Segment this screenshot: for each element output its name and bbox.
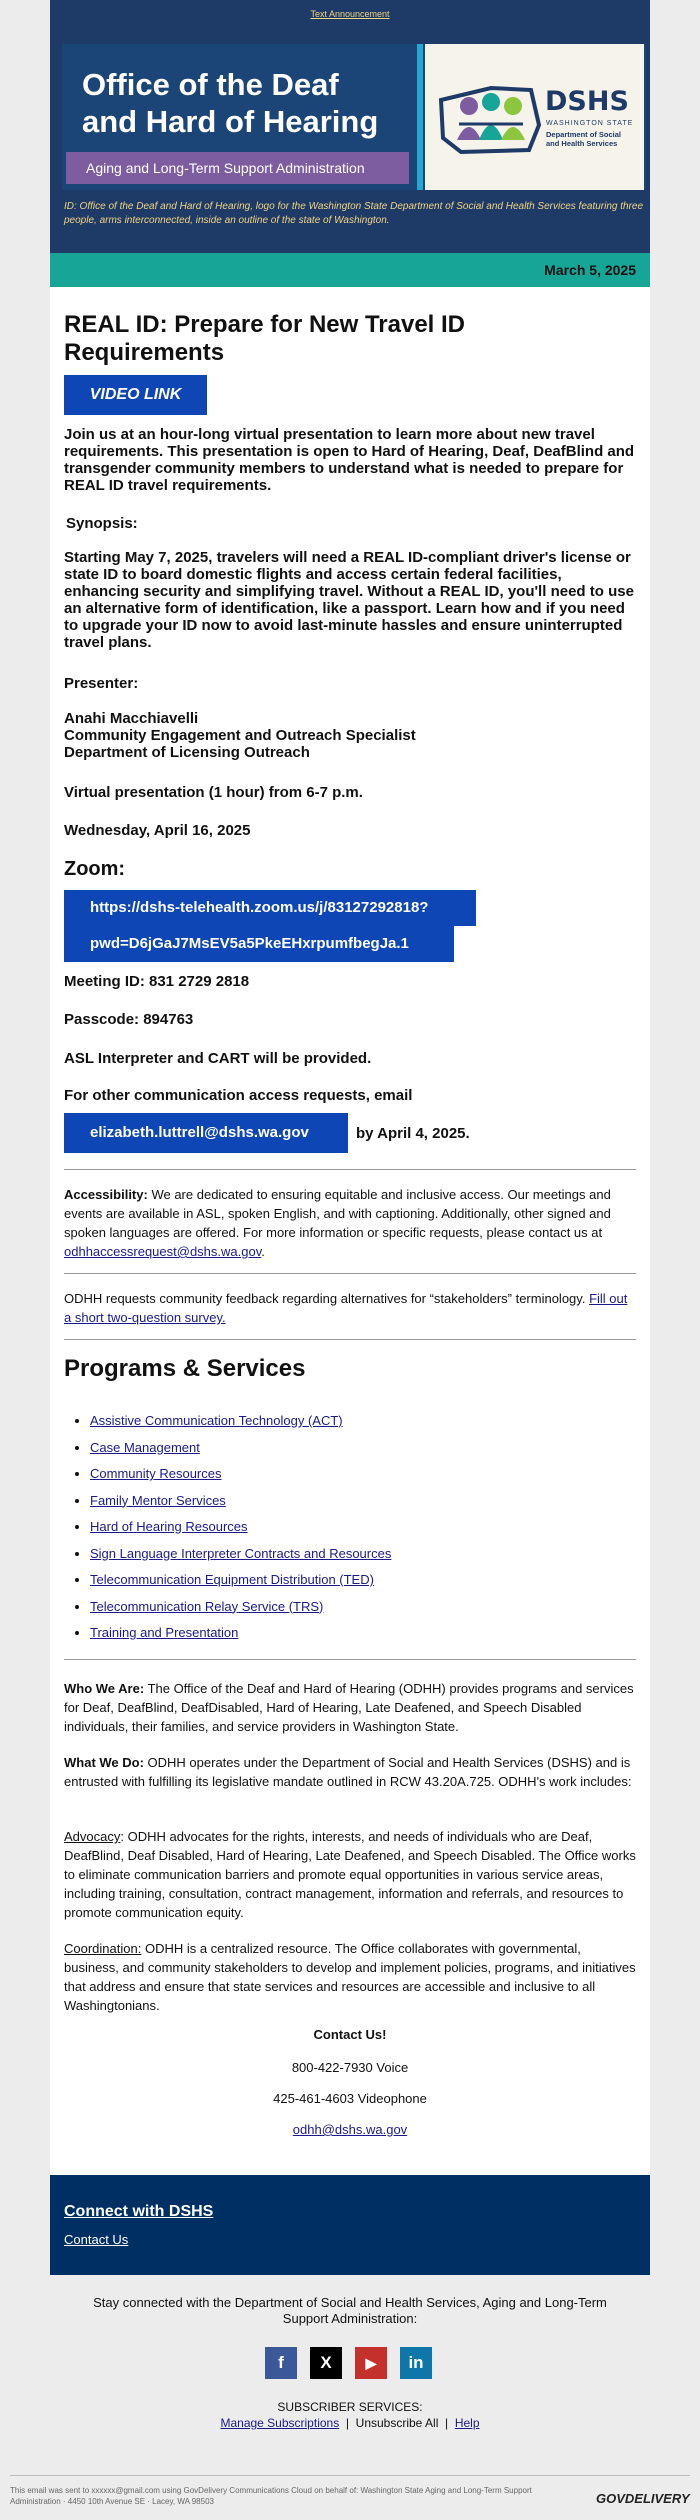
list-item xyxy=(90,1546,630,1573)
main-content xyxy=(50,287,650,2175)
stay-connected-text: Stay connected with the Department of Social and Health Services, Aging and Long-Term Support Administration: xyxy=(93,2295,607,2326)
passcode: Passcode: 894763 xyxy=(64,1011,194,1028)
program-link[interactable]: Telecommunication Equipment Distribution (TED) xyxy=(90,1572,374,1587)
request-deadline: by April 4, 2025. xyxy=(356,1125,470,1142)
contact-title: Contact Us! xyxy=(313,2027,387,2042)
presenter-info: Anahi Macchiavelli Community Engagement and Outreach Specialist Department of Licensing Outreach xyxy=(64,710,416,761)
list-item xyxy=(90,1440,630,1467)
list-item xyxy=(90,1519,630,1546)
video-link-button[interactable]: VIDEO LINK xyxy=(64,375,207,415)
article-title: REAL ID: Prepare for New Travel ID Requirements xyxy=(64,311,466,366)
synopsis-text: Starting May 7, 2025, travelers will need a REAL ID-compliant driver's license or state ID to board domestic flights and access certain federal facilities, enhancing security and simplifying travel. Without a REAL ID, you'll need to use an alternative form of identification, like a passport. Learn how and if you need to upgrade your ID now to avoid last-minute hassles and ensure uninterrupted travel plans. xyxy=(64,549,634,651)
program-link[interactable]: Hard of Hearing Resources xyxy=(90,1519,248,1534)
footer xyxy=(0,2275,700,2520)
who-we-are: Who We Are: The Office of the Deaf and Hard of Hearing (ODHH) provides programs and services for Deaf, DeafBlind, DeafDisabled, Hard of Hearing, Late Deafened, and Speech Disabled individuals, their families, and service providers in Washington State. xyxy=(64,1681,634,1734)
contact-videophone: 425-461-4603 Videophone xyxy=(273,2091,427,2106)
connect-link[interactable]: Connect with DSHS xyxy=(64,2203,214,2220)
interpreter-note: ASL Interpreter and CART will be provided. xyxy=(64,1050,372,1067)
contact-voice: 800-422-7930 Voice xyxy=(291,2060,409,2075)
manage-subscriptions-link[interactable]: Manage Subscriptions xyxy=(220,2416,340,2430)
program-link[interactable]: Sign Language Interpreter Contracts and Resources xyxy=(90,1545,392,1561)
youtube-icon[interactable]: ▶ xyxy=(355,2347,387,2379)
email-container xyxy=(50,0,650,2275)
zoom-label: Zoom: xyxy=(64,858,126,880)
feedback-note: ODHH requests community feedback regarding alternatives for “stakeholders” terminology. Fill out a short two-question survey. xyxy=(64,1291,628,1325)
programs-list xyxy=(90,1413,630,1652)
contact-email-link[interactable]: odhh@dshs.wa.gov xyxy=(292,2122,408,2137)
subscriber-services: SUBSCRIBER SERVICES: Manage Subscriptions | Unsubscribe All | Help xyxy=(220,2400,480,2430)
zoom-link-line1[interactable]: https://dshs-telehealth.zoom.us/j/83127292818? xyxy=(64,890,476,926)
unsubscribe-all[interactable]: Unsubscribe All xyxy=(355,2416,439,2430)
program-link[interactable]: Family Mentor Services xyxy=(90,1492,226,1508)
what-we-do: What We Do: ODHH operates under the Department of Social and Health Services (DSHS) and is entrusted with fulfilling its legislative mandate outlined in RCW 43.20A.725. ODHH's work includes: xyxy=(64,1755,632,1789)
list-item xyxy=(90,1466,630,1493)
issue-date: March 5, 2025 xyxy=(544,262,636,278)
presentation-time: Virtual presentation (1 hour) from 6-7 p.m. xyxy=(64,784,363,801)
access-email-link[interactable]: odhhaccessrequest@dshs.wa.gov xyxy=(64,1244,262,1259)
email-button[interactable]: elizabeth.luttrell@dshs.wa.gov xyxy=(64,1113,348,1153)
advocacy: Advocacy: ODHH advocates for the rights, interests, and needs of individuals who are Deaf, DeafBlind, Deaf Disabled, Hard of Hearing, Late Deafened, and Speech Disabled. The Office works to eliminate communication barriers and promote equal opportunities in various service areas, including training, consultation, contract management, information and referrals, and resources to promote communication equity. xyxy=(64,1829,636,1920)
x-icon[interactable]: X xyxy=(310,2347,342,2379)
accessibility-note: Accessibility: We are dedicated to ensuring equitable and inclusive access. Our meetings and events are available in ASL, spoken English, and with captioning. Additionally, other signed and spoken languages are offered. For more information or specific requests, please contact us at odhhaccessrequest@dshs.wa.gov. xyxy=(64,1187,611,1259)
list-item xyxy=(90,1599,630,1626)
divider xyxy=(10,2475,690,2476)
header xyxy=(50,0,650,253)
survey-link[interactable]: Fill out a short two-question survey. xyxy=(64,1291,628,1325)
program-link[interactable]: Case Management xyxy=(90,1439,200,1455)
admin-bar: Aging and Long-Term Support Administration xyxy=(66,152,409,184)
program-link[interactable]: Assistive Communication Technology (ACT) xyxy=(90,1413,343,1428)
program-link[interactable]: Community Resources xyxy=(90,1466,222,1481)
zoom-link-line2[interactable]: pwd=D6jGaJ7MsEV5a5PkeEHxrpumfbegJa.1 xyxy=(64,926,454,962)
divider xyxy=(64,1169,636,1170)
divider xyxy=(64,1339,636,1340)
linkedin-icon[interactable]: in xyxy=(400,2347,432,2379)
date-bar xyxy=(50,253,650,287)
intro-text: Join us at an hour-long virtual presentation to learn more about new travel requirements. This presentation is open to Hard of Hearing, Deaf, DeafBlind and transgender community members to understand what is needed to prepare for REAL ID travel requirements. xyxy=(64,426,635,494)
contact-us-link[interactable]: Contact Us xyxy=(64,2232,129,2247)
program-link[interactable]: Training and Presentation xyxy=(90,1625,239,1640)
program-link[interactable]: Telecommunication Relay Service (TRS) xyxy=(90,1598,324,1614)
divider xyxy=(417,44,423,190)
list-item xyxy=(90,1572,630,1599)
list-item xyxy=(90,1493,630,1520)
coordination: Coordination: ODHH is a centralized resource. The Office collaborates with governmental, business, and community stakeholders to develop and implement policies, programs, and initiatives that address and ensure that state services and resources are accessible and inclusive to all Washingtonians. xyxy=(64,1941,636,2013)
meeting-id: Meeting ID: 831 2729 2818 xyxy=(64,973,250,990)
presenter-label: Presenter: xyxy=(64,675,139,692)
text-announcement-link[interactable]: Text Announcement xyxy=(310,9,390,19)
contact-email xyxy=(64,2122,636,2137)
header-alt-text: ID: Office of the Deaf and Hard of Hearing, logo for the Washington State Department of Social and Health Services featuring three people, arms interconnected, inside an outline of the state of Washington. xyxy=(64,201,644,226)
access-request-text: For other communication access requests, email xyxy=(64,1087,413,1104)
header-banner xyxy=(62,44,646,190)
govdelivery-logo: GOVDELIVERY xyxy=(596,2491,690,2506)
facebook-icon[interactable]: f xyxy=(265,2347,297,2379)
footer-fine-print: This email was sent to xxxxxx@gmail.com using GovDelivery Communications Cloud on behalf of: Washington State Aging and Long-Term Support Administration · 4450 10th Avenue SE · Lacey, WA 98503 xyxy=(10,2486,532,2506)
presentation-date: Wednesday, April 16, 2025 xyxy=(64,822,251,839)
connect-section xyxy=(50,2175,650,2275)
divider xyxy=(64,1659,636,1660)
synopsis-label: Synopsis: xyxy=(66,515,138,532)
help-link[interactable]: Help xyxy=(454,2416,480,2430)
list-item xyxy=(90,1413,630,1440)
office-title: Office of the Deaf and Hard of Hearing xyxy=(82,67,379,139)
list-item xyxy=(90,1625,630,1652)
divider xyxy=(64,1273,636,1274)
people-map-icon xyxy=(431,80,546,160)
dshs-logo: DSHS WASHINGTON STATE Department of Social and Health Services xyxy=(425,44,644,190)
programs-title: Programs & Services xyxy=(64,1355,306,1382)
